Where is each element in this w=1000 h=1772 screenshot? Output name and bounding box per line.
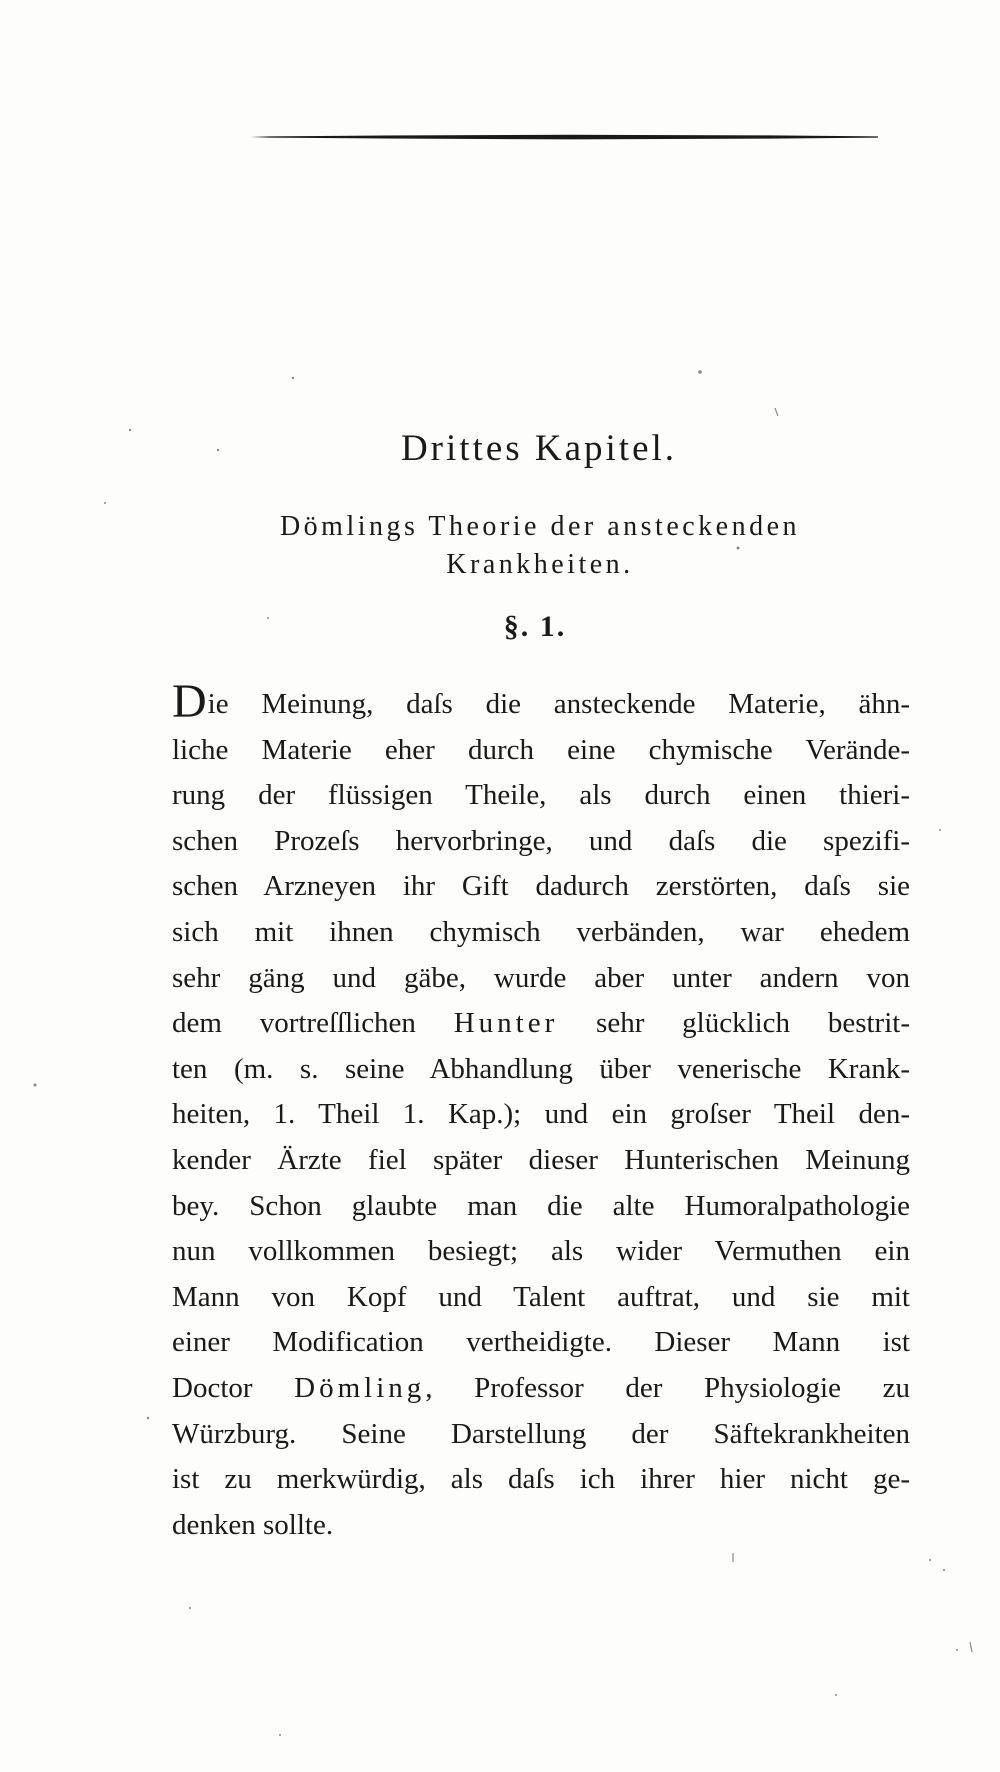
spaced-name: Hunter <box>453 1007 559 1040</box>
text-line: schen Arzneyen ihr Gift dadurch zerstörten, daſs sie <box>172 870 910 903</box>
text-line: heiten, 1. Theil 1. Kap.); und ein groſser Theil den- <box>172 1098 910 1131</box>
text-line: ist zu merkwürdig, als daſs ich ihrer hier nicht ge- <box>172 1463 910 1496</box>
text-line: sehr gäng und gäbe, wurde aber unter andern von <box>172 961 910 994</box>
drop-cap: D <box>172 675 207 728</box>
text-line: schen Prozeſs hervorbringe, und daſs die spezifi- <box>172 824 910 857</box>
text-line: rung der flüssigen Theile, als durch einen thieri- <box>172 779 910 812</box>
text-line: Doctor Dömling, Professor der Physiologie zu <box>172 1371 910 1404</box>
section-mark: §. 1. <box>503 610 567 643</box>
text-line: einer Modification vertheidigte. Dieser Mann ist <box>172 1326 910 1359</box>
chapter-subtitle-line-2: Krankheiten. <box>446 549 634 580</box>
text-line: nun vollkommen besiegt; als wider Vermuthen ein <box>172 1235 910 1268</box>
text-line: sich mit ihnen chymisch verbänden, war ehedem <box>172 915 910 948</box>
text-line: Würzburg. Seine Darstellung der Säftekrankheiten <box>172 1417 910 1450</box>
header-rule-graphic <box>250 133 878 141</box>
text-line: ten (m. s. seine Abhandlung über venerische Krank- <box>172 1052 910 1085</box>
text-line: dem vortreſſlichen Hunter sehr glücklich bestrit- <box>172 1007 910 1040</box>
text-line: liche Materie eher durch eine chymische Verände- <box>172 733 910 766</box>
chapter-heading: Drittes Kapitel. <box>400 428 678 469</box>
text-line: Mann von Kopf und Talent auftrat, und sie mit <box>172 1280 910 1313</box>
chapter-subtitle-line-1: Dömlings Theorie der ansteckenden <box>279 511 801 542</box>
spaced-name: Dömling <box>294 1371 426 1404</box>
chapter-subtitle <box>0 508 1000 584</box>
text-line: Die Meinung, daſs die ansteckende Materie, ähn- <box>172 675 910 728</box>
header-rule <box>250 133 878 141</box>
text-line: kender Ärzte fiel später dieser Hunterischen Meinung <box>172 1143 910 1176</box>
text-line: denken sollte. <box>172 1508 334 1541</box>
text-line: bey. Schon glaubte man die alte Humoralpathologie <box>172 1189 910 1222</box>
body-paragraph <box>172 675 910 1548</box>
